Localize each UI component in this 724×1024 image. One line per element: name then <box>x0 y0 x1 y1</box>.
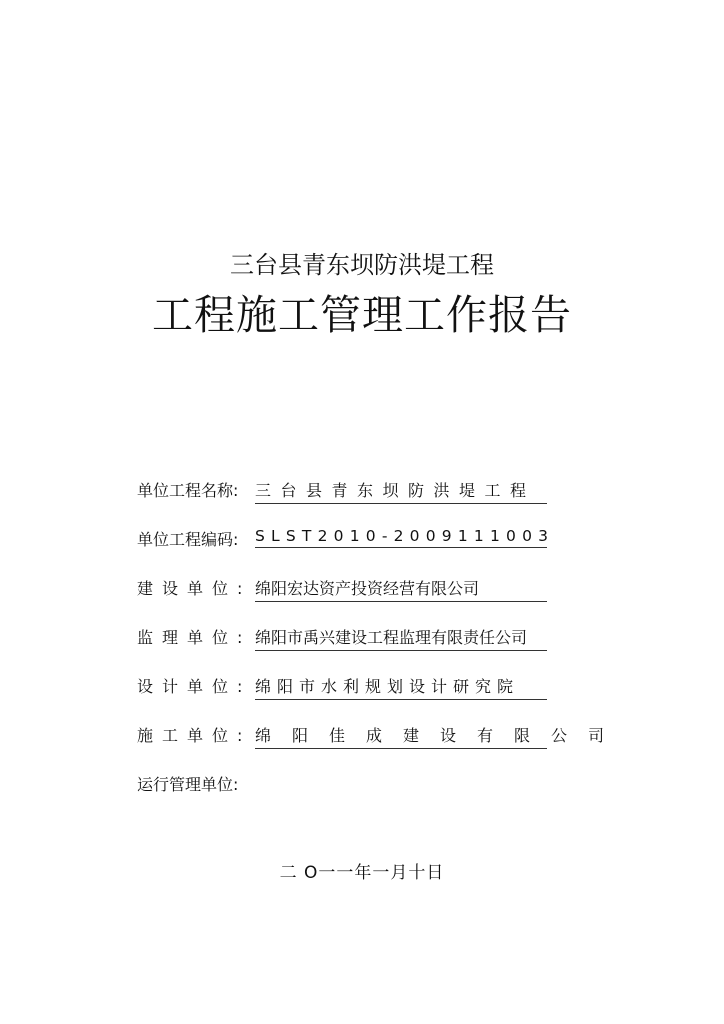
field-label: 单位工程名称: <box>137 481 239 500</box>
field-value: 绵阳佳成建设有限公司 <box>255 723 547 749</box>
field-value: 绵阳市禹兴建设工程监理有限责任公司 <box>255 625 547 651</box>
field-label: 运行管理单位: <box>137 775 239 794</box>
field-row <box>137 625 557 674</box>
field-value: 三台县青东坝防洪堤工程 <box>255 478 547 504</box>
field-row <box>137 478 557 527</box>
field-row <box>137 527 557 576</box>
field-row <box>137 576 557 625</box>
field-row <box>137 723 626 772</box>
field-label: 单位工程编码: <box>137 530 239 549</box>
field-row <box>137 772 557 821</box>
field-value: SLST2010-2009111003 <box>255 527 547 548</box>
field-row <box>137 674 557 723</box>
report-date: 二 O一一年一月十日 <box>279 863 445 883</box>
field-label: 建设单位: <box>137 579 252 598</box>
field-label: 设计单位: <box>137 677 252 696</box>
field-value: 绵阳宏达资产投资经营有限公司 <box>255 576 547 602</box>
report-title: 工程施工管理工作报告 <box>152 291 572 339</box>
field-label: 监理单位: <box>137 628 252 647</box>
info-table <box>137 478 626 821</box>
field-value: 绵阳市水利规划设计研究院 <box>255 674 547 700</box>
field-label: 施工单位: <box>137 726 252 745</box>
project-subtitle: 三台县青东坝防洪堤工程 <box>230 251 494 279</box>
